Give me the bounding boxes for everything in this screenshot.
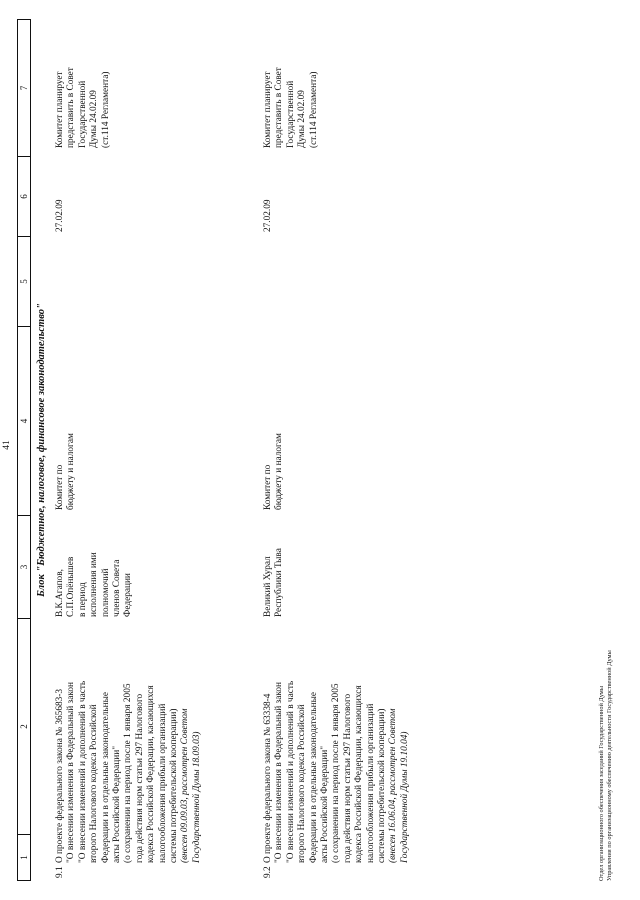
row-number: 9.2 bbox=[263, 866, 273, 878]
footer-line: Управления по организационному обеспечению деятельности Государственной Думы bbox=[606, 650, 613, 881]
bill-line: системы потребительской кооперации) bbox=[169, 708, 180, 863]
footer bbox=[598, 441, 614, 881]
column-number-5: 5 bbox=[18, 237, 30, 327]
initiator-line: В.К.Агапов, bbox=[55, 569, 65, 617]
initiator-line: Республики Тыва bbox=[274, 548, 285, 617]
committee-plan bbox=[263, 22, 320, 148]
bill-line: "О внесении изменения в Федеральный закон bbox=[274, 682, 285, 863]
responsible-committee bbox=[263, 385, 286, 510]
bill-line: налогообложения прибыли организаций bbox=[157, 703, 168, 863]
column-number-4: 4 bbox=[18, 327, 30, 516]
bill-line: системы потребительской кооперации) bbox=[377, 708, 388, 863]
column-number-1: 1 bbox=[19, 855, 29, 860]
bill-line: (о сохранении на период после 1 января 2005 bbox=[123, 683, 134, 863]
bill-line: налогообложения прибыли организаций bbox=[365, 703, 376, 863]
bill-line: Федерации и в отдельные законодательные bbox=[308, 692, 319, 863]
initiator-line: С.П.Опёнышев bbox=[66, 556, 77, 617]
column-number-3: 3 bbox=[18, 516, 30, 619]
column-number-2: 2 bbox=[18, 619, 30, 835]
plan-line: представить в Совет bbox=[274, 67, 285, 148]
committee-line: бюджету и налогам bbox=[274, 433, 285, 510]
plan-line: представить в Совет bbox=[66, 67, 77, 148]
committee-plan bbox=[55, 22, 112, 148]
plan-line: Комитет планирует bbox=[263, 71, 273, 148]
block-title: Блок "Бюджетное, налоговое, финансовое законодательство" bbox=[36, 303, 47, 597]
committee-line: бюджету и налогам bbox=[66, 433, 77, 510]
plan-line: (ст.114 Регламента) bbox=[100, 71, 111, 148]
initiator-line: членов Совета bbox=[112, 559, 123, 617]
initiator bbox=[263, 507, 286, 617]
page-number: 41 bbox=[2, 440, 12, 450]
initiator-line: полномочий bbox=[100, 568, 111, 617]
initiator-line: в период bbox=[77, 582, 88, 617]
bill-note: Государственной Думы 18.09.03) bbox=[191, 731, 202, 863]
bill-line: О проекте федерального закона № 365683-3 bbox=[55, 688, 65, 863]
bill-line: года действия норм статьи 297 Налогового bbox=[134, 693, 145, 863]
bill-line: акты Российской Федерации" bbox=[112, 746, 123, 863]
date: 27.02.09 bbox=[55, 199, 65, 232]
committee-line: Комитет по bbox=[263, 464, 273, 510]
initiator-line: Великий Хурал bbox=[263, 556, 273, 617]
bill-description bbox=[263, 633, 411, 863]
bill-line: второго Налогового кодекса Российской bbox=[89, 704, 100, 863]
column-number-row bbox=[17, 19, 31, 881]
bill-note: Государственной Думы 19.10.04) bbox=[399, 731, 410, 863]
bill-line: (о сохранении на период после 1 января 2005 bbox=[331, 683, 342, 863]
bill-note: (внесен 09.09.03, рассмотрен Советом bbox=[180, 708, 191, 863]
initiator bbox=[55, 507, 135, 617]
column-number-7: 7 bbox=[18, 20, 30, 157]
plan-line: (ст.114 Регламента) bbox=[308, 71, 319, 148]
initiator-line: Федерации bbox=[123, 573, 134, 617]
bill-line: "О внесении изменений и дополнений в часть bbox=[77, 680, 88, 863]
bill-line: кодекса Российской Федерации, касающихся bbox=[354, 685, 365, 863]
bill-description bbox=[55, 633, 203, 863]
committee-line: Комитет по bbox=[55, 464, 65, 510]
footer-line: Отдел организационного обеспечения заседаний Государственной Думы bbox=[598, 686, 605, 881]
initiator-line: исполнения ими bbox=[89, 552, 100, 617]
plan-line: Государственной bbox=[77, 80, 88, 148]
bill-line: года действия норм статьи 297 Налогового bbox=[342, 693, 353, 863]
responsible-committee bbox=[55, 385, 78, 510]
bill-line: "О внесении изменения в Федеральный закон bbox=[66, 682, 77, 863]
date: 27.02.09 bbox=[263, 199, 273, 232]
plan-line: Государственной bbox=[285, 80, 296, 148]
bill-line: "О внесении изменений и дополнений в часть bbox=[285, 680, 296, 863]
bill-line: Федерации и в отдельные законодательные bbox=[100, 692, 111, 863]
bill-line: второго Налогового кодекса Российской bbox=[297, 704, 308, 863]
row-number: 9.1 bbox=[55, 866, 65, 878]
plan-line: Комитет планирует bbox=[55, 71, 65, 148]
bill-line: кодекса Российской Федерации, касающихся bbox=[146, 685, 157, 863]
column-number-6: 6 bbox=[18, 157, 30, 237]
plan-line: Думы 24.02.09 bbox=[89, 90, 100, 148]
bill-line: О проекте федерального закона № 63338-4 bbox=[263, 693, 273, 863]
bill-note: (внесен 16.06.04, рассмотрен Советом bbox=[388, 708, 399, 863]
bill-line: акты Российской Федерации" bbox=[320, 746, 331, 863]
plan-line: Думы 24.02.09 bbox=[297, 90, 308, 148]
